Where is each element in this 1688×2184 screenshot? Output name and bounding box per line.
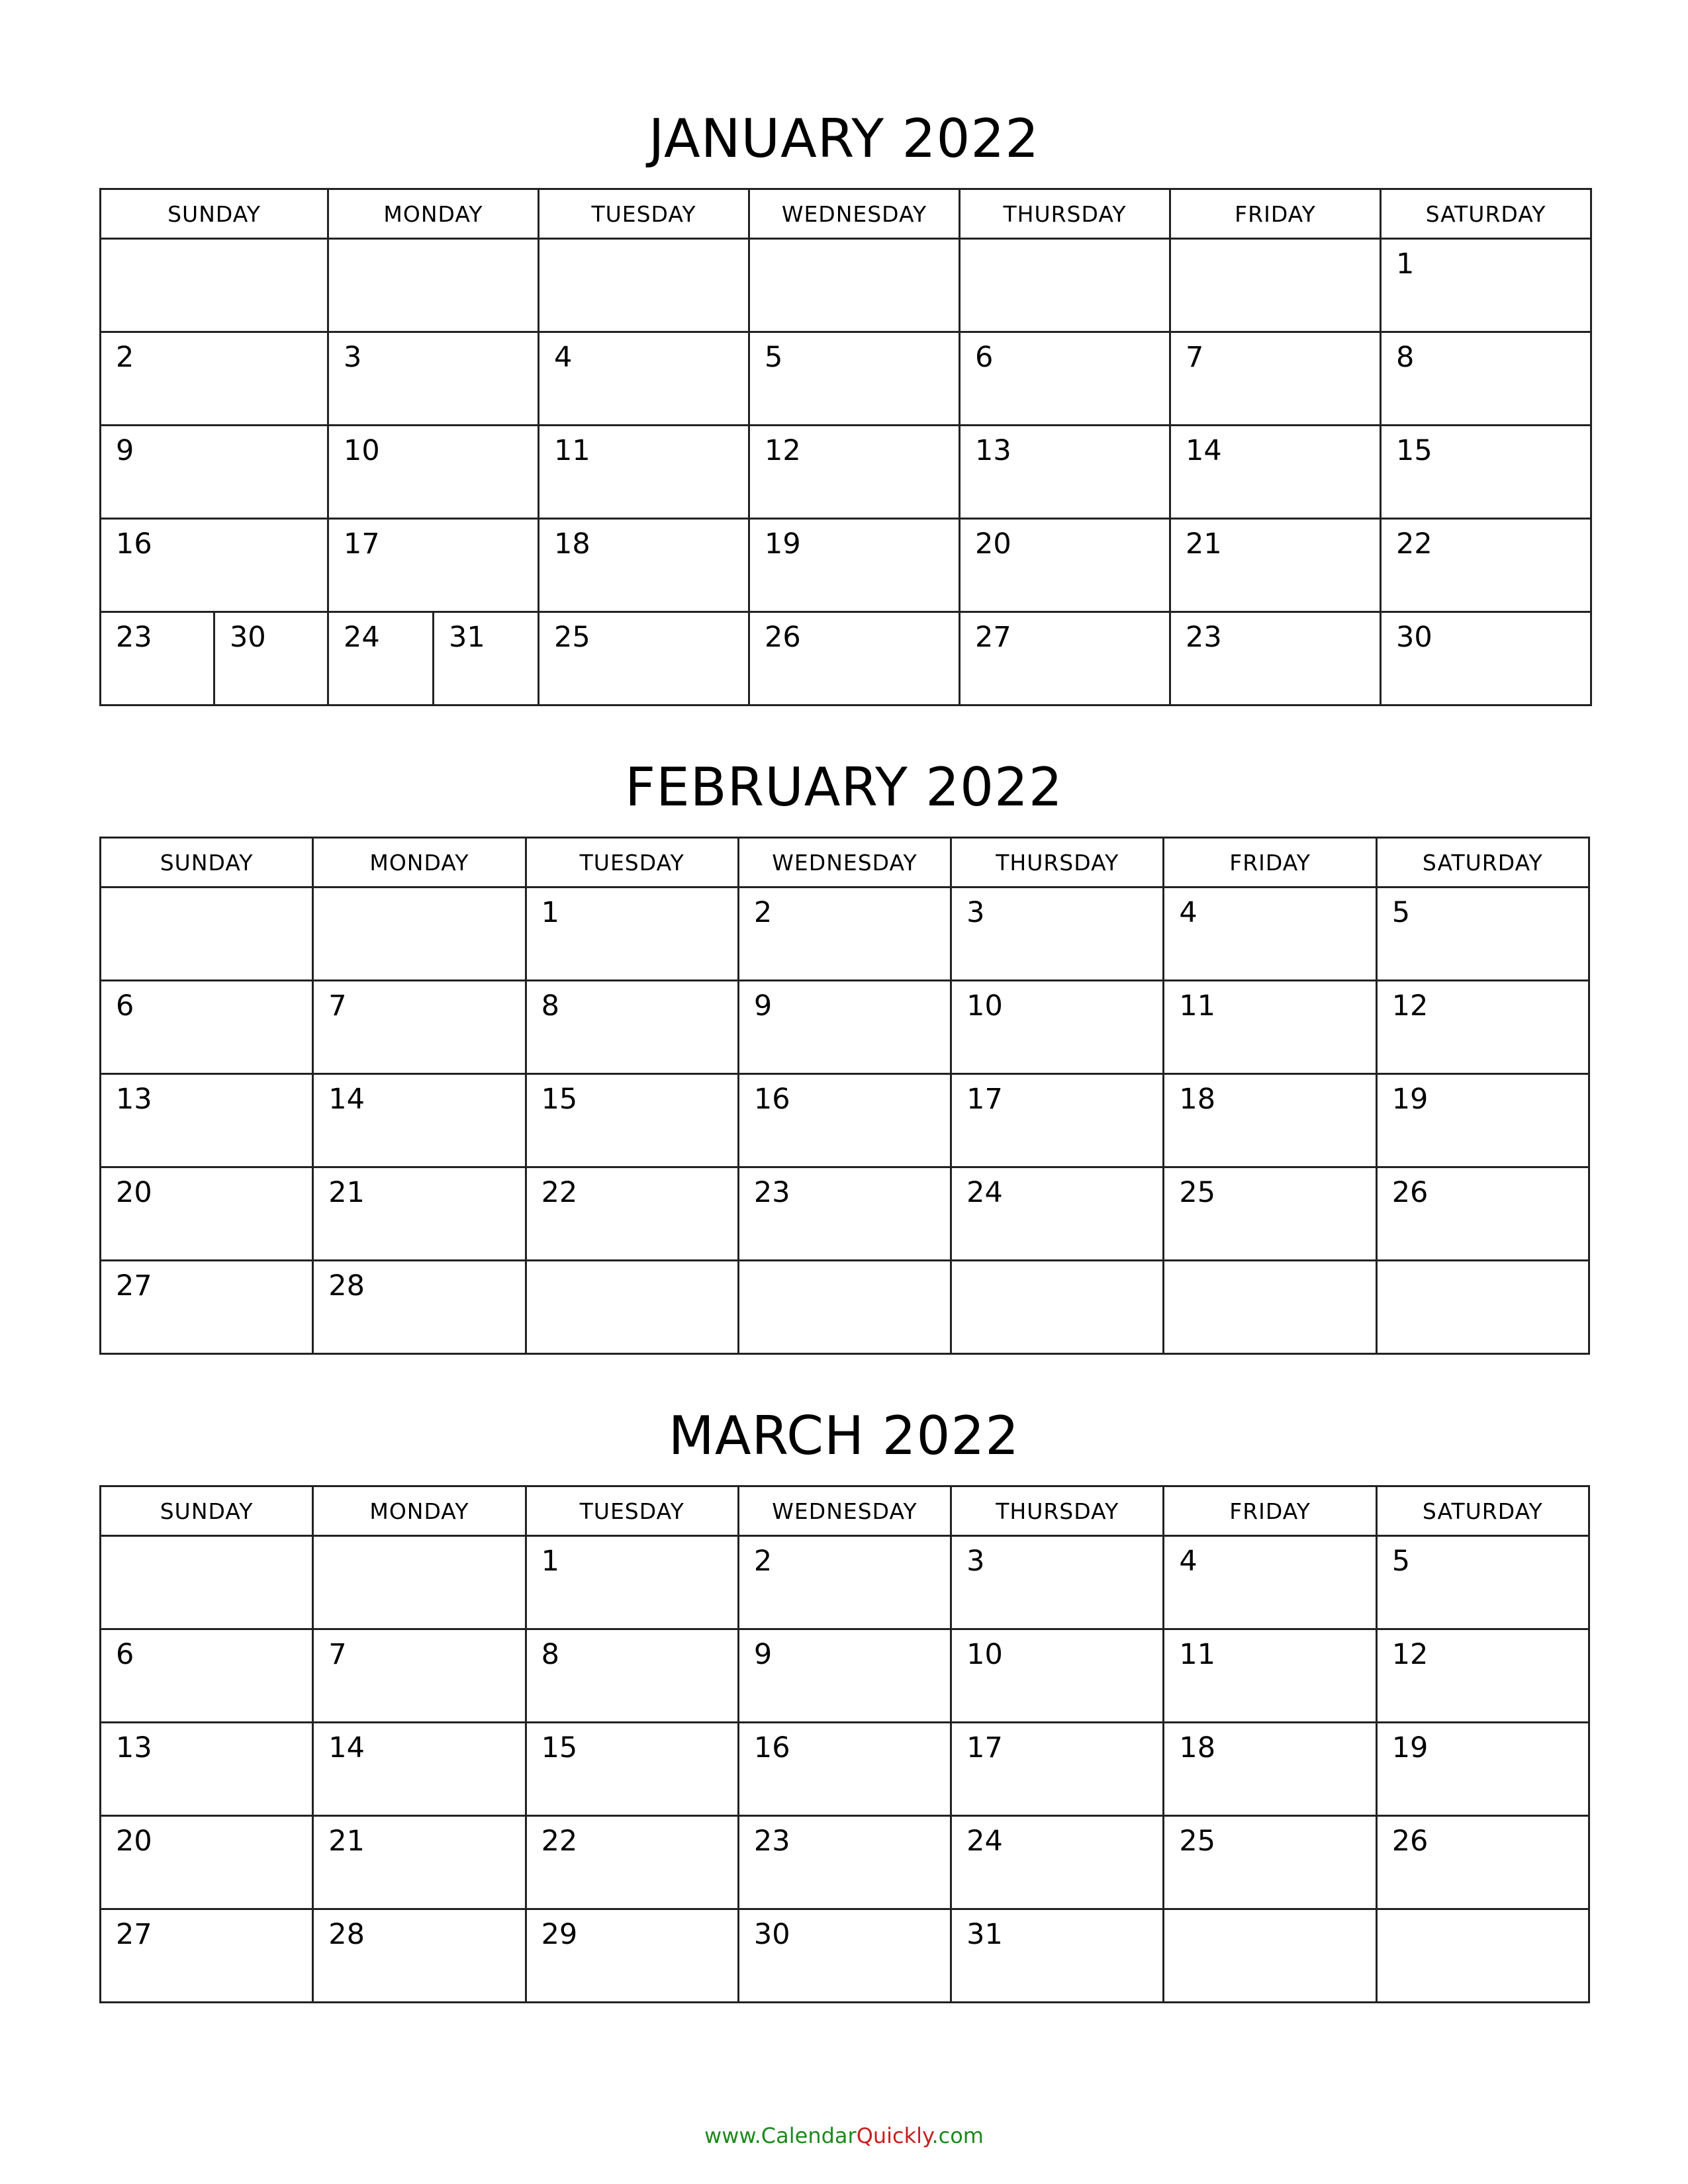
month-title: MARCH 2022 (668, 1405, 1020, 1467)
day-number: 29 (541, 1918, 578, 1951)
day-number: 19 (1391, 1731, 1429, 1764)
weekday-label: SATURDAY (1376, 838, 1589, 887)
footer-brand-b: Quickly (856, 2123, 932, 2148)
day-number: 26 (765, 621, 801, 654)
day-number: 27 (116, 1918, 152, 1951)
day-cell (951, 1723, 1164, 1816)
weekday-label: TUESDAY (526, 838, 738, 887)
day-cell (539, 332, 749, 426)
day-cell (1376, 887, 1589, 981)
day-cell (960, 519, 1170, 612)
day-number: 30 (1396, 621, 1432, 654)
day-number: 8 (541, 1638, 559, 1671)
day-cell (1164, 1723, 1376, 1816)
day-number: 22 (1396, 527, 1432, 561)
day-cell (526, 981, 738, 1074)
day-cell (101, 1261, 313, 1354)
day-number (739, 1261, 950, 1269)
week-row (101, 1074, 1589, 1167)
day-number: 4 (554, 341, 573, 374)
day-number: 16 (753, 1083, 790, 1116)
day-number: 9 (116, 434, 134, 467)
day-cell (526, 1074, 738, 1167)
day-number: 27 (116, 1269, 152, 1302)
day-number (329, 240, 538, 248)
day-number: 7 (328, 989, 347, 1023)
day-cell (313, 1261, 526, 1354)
day-number: 16 (753, 1731, 790, 1764)
day-number: 21 (328, 1825, 365, 1858)
day-number: 9 (753, 1638, 773, 1671)
day-number: 17 (344, 527, 380, 561)
day-number: 8 (541, 989, 559, 1023)
day-cell (1381, 239, 1591, 332)
day-number: 11 (1179, 989, 1216, 1023)
weekday-label: SUNDAY (101, 838, 313, 887)
week-row (101, 1261, 1589, 1354)
day-cell (1376, 1167, 1589, 1261)
day-number: 23 (753, 1825, 790, 1858)
day-number: 26 (1391, 1176, 1429, 1209)
day-cell (1170, 612, 1381, 705)
day-number: 25 (1179, 1825, 1216, 1858)
day-cell (1164, 1816, 1376, 1909)
day-cell (101, 1723, 313, 1816)
day-number: 3 (966, 896, 985, 929)
day-number: 12 (765, 434, 801, 467)
day-number: 6 (975, 341, 994, 374)
day-number: 5 (1391, 1545, 1411, 1578)
day-cell (960, 426, 1170, 519)
day-number (101, 240, 327, 248)
day-cell (328, 612, 539, 705)
day-cell (526, 1629, 738, 1723)
day-number: 2 (753, 1545, 773, 1578)
week-row (101, 1816, 1589, 1909)
day-number: 27 (975, 621, 1011, 654)
day-cell (1376, 1261, 1589, 1354)
day-cell (749, 519, 960, 612)
week-row (101, 332, 1591, 426)
day-number: 13 (116, 1731, 152, 1764)
weekday-label: WEDNESDAY (749, 189, 960, 239)
day-number: 6 (116, 989, 134, 1023)
week-row (101, 1629, 1589, 1723)
calendar-grid (99, 1485, 1590, 2003)
day-cell (1170, 519, 1381, 612)
footer-prefix: www. (704, 2123, 761, 2148)
day-cell (539, 612, 749, 705)
day-cell (1164, 1629, 1376, 1723)
day-number: 11 (554, 434, 590, 467)
day-cell (101, 239, 328, 332)
day-cell (738, 981, 951, 1074)
day-cell (526, 1909, 738, 2003)
day-cell (951, 1261, 1164, 1354)
day-number: 4 (1179, 1545, 1197, 1578)
weekday-label: FRIDAY (1164, 838, 1376, 887)
day-cell (313, 1816, 526, 1909)
day-number: 25 (1179, 1176, 1216, 1209)
week-row (101, 887, 1589, 981)
weekday-label: THURSDAY (960, 189, 1170, 239)
day-number: 14 (1186, 434, 1222, 467)
weekday-label: MONDAY (328, 189, 539, 239)
day-cell (101, 519, 328, 612)
weekday-label: SATURDAY (1376, 1486, 1589, 1536)
day-number: 22 (541, 1825, 578, 1858)
day-cell (1376, 1074, 1589, 1167)
day-cell (101, 887, 313, 981)
day-cell (1376, 1909, 1589, 2003)
day-cell (1170, 239, 1381, 332)
weekday-label: WEDNESDAY (738, 1486, 951, 1536)
day-number (1378, 1261, 1588, 1269)
day-number: 9 (753, 989, 773, 1023)
day-number: 10 (344, 434, 380, 467)
week-row (101, 426, 1591, 519)
day-number (314, 1537, 524, 1545)
day-number: 10 (966, 989, 1003, 1023)
day-number (952, 1261, 1162, 1269)
day-number: 18 (1179, 1731, 1216, 1764)
day-cell (1164, 1909, 1376, 2003)
weekday-label: THURSDAY (951, 1486, 1164, 1536)
day-cell (749, 612, 960, 705)
day-cell (738, 1536, 951, 1629)
weekday-header-row (101, 189, 1591, 239)
day-number: 13 (975, 434, 1011, 467)
week-row (101, 519, 1591, 612)
day-cell (1170, 426, 1381, 519)
day-cell (101, 1816, 313, 1909)
day-number: 13 (116, 1083, 152, 1116)
day-cell (539, 519, 749, 612)
day-number: 21 (1186, 527, 1222, 561)
day-number: 17 (966, 1083, 1003, 1116)
month-title: JANUARY 2022 (648, 108, 1040, 169)
day-number (314, 888, 524, 896)
day-cell (749, 426, 960, 519)
day-number (961, 240, 1169, 248)
day-number: 23 (116, 621, 152, 654)
week-row (101, 1536, 1589, 1629)
day-cell (313, 1909, 526, 2003)
day-cell (313, 1629, 526, 1723)
day-cell (101, 1074, 313, 1167)
day-number: 30 (753, 1918, 790, 1951)
day-cell (951, 981, 1164, 1074)
day-cell (526, 1723, 738, 1816)
day-cell (101, 426, 328, 519)
day-cell (1164, 887, 1376, 981)
day-cell (328, 332, 539, 426)
weekday-label: TUESDAY (539, 189, 749, 239)
week-row (101, 1167, 1589, 1261)
day-cell (526, 1816, 738, 1909)
day-cell (1164, 1536, 1376, 1629)
day-cell (738, 1167, 951, 1261)
day-cell (1170, 332, 1381, 426)
day-cell (738, 1074, 951, 1167)
day-cell (951, 887, 1164, 981)
day-number (1164, 1910, 1375, 1918)
day-number (1171, 240, 1380, 248)
day-cell (951, 1909, 1164, 2003)
day-number (101, 888, 312, 896)
day-cell (313, 981, 526, 1074)
day-number: 16 (116, 527, 152, 561)
day-number: 15 (541, 1083, 578, 1116)
day-cell (1381, 519, 1591, 612)
day-number: 23 (753, 1176, 790, 1209)
day-cell (101, 981, 313, 1074)
day-cell (101, 1909, 313, 2003)
day-cell (749, 239, 960, 332)
day-number: 2 (753, 896, 773, 929)
day-cell (749, 332, 960, 426)
day-cell (539, 239, 749, 332)
day-cell (1164, 1167, 1376, 1261)
week-row (101, 1909, 1589, 2003)
day-cell (313, 1723, 526, 1816)
day-number: 1 (541, 1545, 559, 1578)
month-title: FEBRUARY 2022 (625, 756, 1063, 818)
day-number: 8 (1396, 341, 1415, 374)
day-cell (960, 612, 1170, 705)
day-cell (526, 887, 738, 981)
day-cell (313, 1167, 526, 1261)
day-cell (1381, 426, 1591, 519)
day-number (1378, 1910, 1588, 1918)
day-cell (1164, 981, 1376, 1074)
day-number: 28 (328, 1269, 365, 1302)
day-number: 10 (966, 1638, 1003, 1671)
week-row (101, 239, 1591, 332)
day-number (539, 240, 748, 248)
day-cell (951, 1167, 1164, 1261)
day-cell (951, 1629, 1164, 1723)
weekday-label: MONDAY (313, 838, 526, 887)
day-number: 7 (1186, 341, 1204, 374)
day-cell (1164, 1261, 1376, 1354)
weekday-label: MONDAY (313, 1486, 526, 1536)
day-cell (738, 1909, 951, 2003)
day-cell (738, 1723, 951, 1816)
day-number (101, 1537, 312, 1545)
day-cell (526, 1536, 738, 1629)
day-cell (1376, 1816, 1589, 1909)
day-cell (1376, 1723, 1589, 1816)
day-cell (328, 239, 539, 332)
weekday-header-row (101, 1486, 1589, 1536)
day-number: 20 (975, 527, 1011, 561)
day-number: 15 (541, 1731, 578, 1764)
day-number: 12 (1391, 989, 1429, 1023)
day-cell (951, 1074, 1164, 1167)
weekday-label: FRIDAY (1170, 189, 1381, 239)
day-cell (526, 1261, 738, 1354)
day-number: 22 (541, 1176, 578, 1209)
weekday-label: SUNDAY (101, 1486, 313, 1536)
day-cell (738, 1816, 951, 1909)
day-cell (738, 1629, 951, 1723)
day-cell (1376, 1536, 1589, 1629)
day-cell (1376, 981, 1589, 1074)
day-cell (960, 239, 1170, 332)
day-cell (1381, 612, 1591, 705)
day-cell (1376, 1629, 1589, 1723)
day-number: 19 (1391, 1083, 1429, 1116)
day-cell (539, 426, 749, 519)
day-cell (101, 612, 328, 705)
day-number: 3 (344, 341, 362, 374)
day-cell (960, 332, 1170, 426)
day-number: 24 (966, 1825, 1003, 1858)
calendar-grid (99, 837, 1590, 1355)
day-number: 26 (1391, 1825, 1429, 1858)
footer-suffix: .com (931, 2123, 984, 2148)
day-cell (101, 332, 328, 426)
day-cell (526, 1167, 738, 1261)
day-number: 20 (116, 1176, 152, 1209)
weekday-label: THURSDAY (951, 838, 1164, 887)
weekday-label: WEDNESDAY (738, 838, 951, 887)
week-row (101, 1723, 1589, 1816)
day-cell (328, 426, 539, 519)
day-number: 1 (541, 896, 559, 929)
day-number: 7 (328, 1638, 347, 1671)
weekday-header-row (101, 838, 1589, 887)
day-number: 19 (765, 527, 801, 561)
day-number: 18 (1179, 1083, 1216, 1116)
day-cell (313, 1536, 526, 1629)
day-number (750, 240, 959, 248)
day-number: 11 (1179, 1638, 1216, 1671)
day-number: 6 (116, 1638, 134, 1671)
day-number: 31 (966, 1918, 1003, 1951)
day-number: 14 (328, 1731, 365, 1764)
day-number: 25 (554, 621, 590, 654)
day-cell (101, 1167, 313, 1261)
day-number: 15 (1396, 434, 1432, 467)
day-number: 23 (1186, 621, 1222, 654)
day-cell (313, 1074, 526, 1167)
day-number: 5 (765, 341, 783, 374)
day-number (1164, 1261, 1375, 1269)
day-number: 18 (554, 527, 590, 561)
day-number: 30 (230, 621, 266, 654)
calendar-grid (99, 188, 1592, 706)
day-number (527, 1261, 737, 1269)
day-cell (951, 1816, 1164, 1909)
weekday-label: SATURDAY (1381, 189, 1591, 239)
day-number: 4 (1179, 896, 1197, 929)
day-cell (313, 887, 526, 981)
day-number: 20 (116, 1825, 152, 1858)
day-number: 2 (116, 341, 134, 374)
weekday-label: SUNDAY (101, 189, 328, 239)
day-number: 14 (328, 1083, 365, 1116)
day-number: 31 (449, 621, 485, 654)
day-cell (1381, 332, 1591, 426)
day-cell (328, 519, 539, 612)
day-cell (101, 1536, 313, 1629)
day-cell (951, 1536, 1164, 1629)
day-number: 21 (328, 1176, 365, 1209)
weekday-label: TUESDAY (526, 1486, 738, 1536)
weekday-label: FRIDAY (1164, 1486, 1376, 1536)
week-row (101, 612, 1591, 705)
day-cell (738, 887, 951, 981)
week-row (101, 981, 1589, 1074)
footer-brand-a: Calendar (761, 2123, 857, 2148)
day-cell (1164, 1074, 1376, 1167)
day-number: 1 (1396, 248, 1415, 281)
day-number: 3 (966, 1545, 985, 1578)
day-number: 24 (344, 621, 380, 654)
day-cell (101, 1629, 313, 1723)
day-number: 5 (1391, 896, 1411, 929)
day-number: 12 (1391, 1638, 1429, 1671)
day-number: 24 (966, 1176, 1003, 1209)
day-cell (738, 1261, 951, 1354)
day-number: 17 (966, 1731, 1003, 1764)
day-number: 28 (328, 1918, 365, 1951)
footer-url[interactable] (0, 2123, 1688, 2148)
